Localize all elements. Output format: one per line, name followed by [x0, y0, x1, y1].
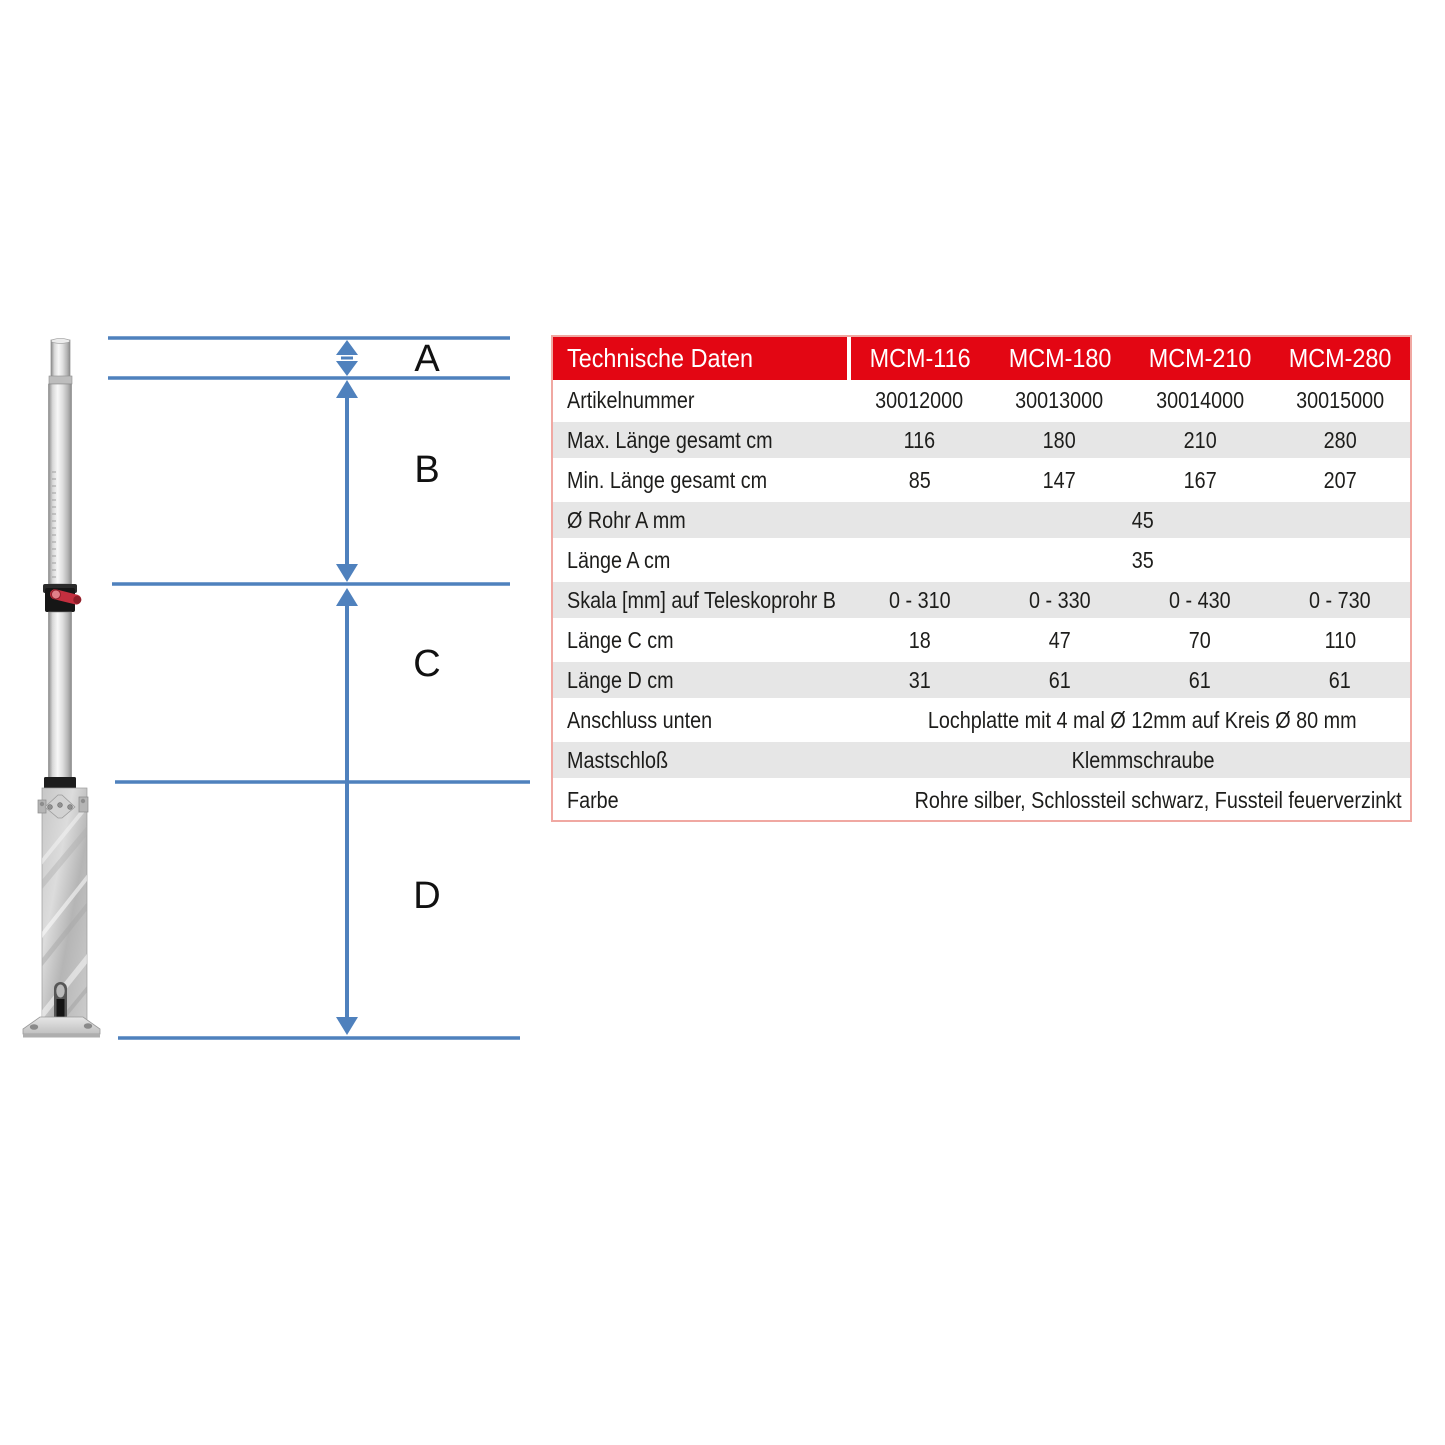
spec-value: 61: [990, 660, 1130, 700]
spec-value: 18: [849, 620, 989, 660]
spec-value-span: Klemmschraube: [849, 740, 1410, 780]
column-header-mcm-280: MCM-280: [1270, 337, 1410, 380]
column-header-mcm-116: MCM-116: [849, 337, 989, 380]
mast-top-cap: [51, 340, 70, 378]
dim-arrow-b: [336, 380, 358, 582]
column-header-mcm-180: MCM-180: [990, 337, 1130, 380]
technical-data-table: [551, 335, 1412, 822]
spec-label: Max. Länge gesamt cm: [553, 420, 849, 460]
spec-value: 70: [1130, 620, 1270, 660]
spec-label: Mastschloß: [553, 740, 849, 780]
spec-value-span: Lochplatte mit 4 mal Ø 12mm auf Kreis Ø 80 mm: [849, 700, 1410, 740]
label-section-c: C: [413, 643, 441, 685]
spec-value: 167: [1130, 460, 1270, 500]
spec-value: 116: [849, 420, 989, 460]
dimension-lines: [108, 338, 530, 1038]
label-section-a: A: [414, 338, 440, 380]
spec-table: [553, 337, 1410, 820]
spec-value: 30014000: [1130, 380, 1270, 420]
mast-photo: [20, 339, 115, 1040]
spec-value-span: 45: [849, 500, 1410, 540]
spec-label: Min. Länge gesamt cm: [553, 460, 849, 500]
column-header-mcm-210: MCM-210: [1130, 337, 1270, 380]
spec-value: 30015000: [1270, 380, 1410, 420]
label-section-d: D: [413, 875, 441, 917]
table-row: [553, 660, 1410, 700]
label-section-b: B: [414, 449, 440, 491]
table-row: [553, 420, 1410, 460]
spec-label: Länge A cm: [553, 540, 849, 580]
dim-arrow-a: [336, 340, 358, 376]
spec-label: Länge C cm: [553, 620, 849, 660]
spec-label: Skala [mm] auf Teleskoprohr B: [553, 580, 849, 620]
table-row: [553, 580, 1410, 620]
spec-value: 85: [849, 460, 989, 500]
table-row: [553, 780, 1410, 820]
table-row: [553, 620, 1410, 660]
spec-value: 0 - 430: [1130, 580, 1270, 620]
mast-tube-b: [49, 384, 72, 584]
spec-label: Artikelnummer: [553, 380, 849, 420]
spec-value: 147: [990, 460, 1130, 500]
table-row: [553, 740, 1410, 780]
spec-value: 61: [1130, 660, 1270, 700]
dim-arrow-c-d: [336, 588, 358, 1035]
spec-value: 31: [849, 660, 989, 700]
spec-value: 30012000: [849, 380, 989, 420]
table-row: [553, 540, 1410, 580]
spec-value: 30013000: [990, 380, 1130, 420]
table-row: [553, 460, 1410, 500]
spec-value: 280: [1270, 420, 1410, 460]
spec-value: 207: [1270, 460, 1410, 500]
table-row: [553, 500, 1410, 540]
spec-label: Anschluss unten: [553, 700, 849, 740]
column-header-title: Technische Daten: [553, 337, 849, 380]
spec-value: 47: [990, 620, 1130, 660]
spec-label: Ø Rohr A mm: [553, 500, 849, 540]
spec-label: Farbe: [553, 780, 849, 820]
table-row: [553, 380, 1410, 420]
base-plate: [23, 1017, 100, 1038]
spec-value: 110: [1270, 620, 1410, 660]
spec-value: 0 - 730: [1270, 580, 1410, 620]
spec-value: 0 - 330: [990, 580, 1130, 620]
spec-label: Länge D cm: [553, 660, 849, 700]
spec-value-span: 35: [849, 540, 1410, 580]
mast-tube-c: [49, 612, 72, 779]
spec-value: 210: [1130, 420, 1270, 460]
dimension-arrows: [336, 340, 358, 1035]
table-row: [553, 700, 1410, 740]
table-header-row: [553, 337, 1410, 380]
mast-clamp: [43, 584, 82, 612]
spec-value: 0 - 310: [849, 580, 989, 620]
spec-value: 61: [1270, 660, 1410, 700]
spec-value: 180: [990, 420, 1130, 460]
spec-value-span: Rohre silber, Schlossteil schwarz, Fussteil feuerverzinkt: [849, 780, 1410, 820]
dimension-labels: [413, 338, 440, 917]
